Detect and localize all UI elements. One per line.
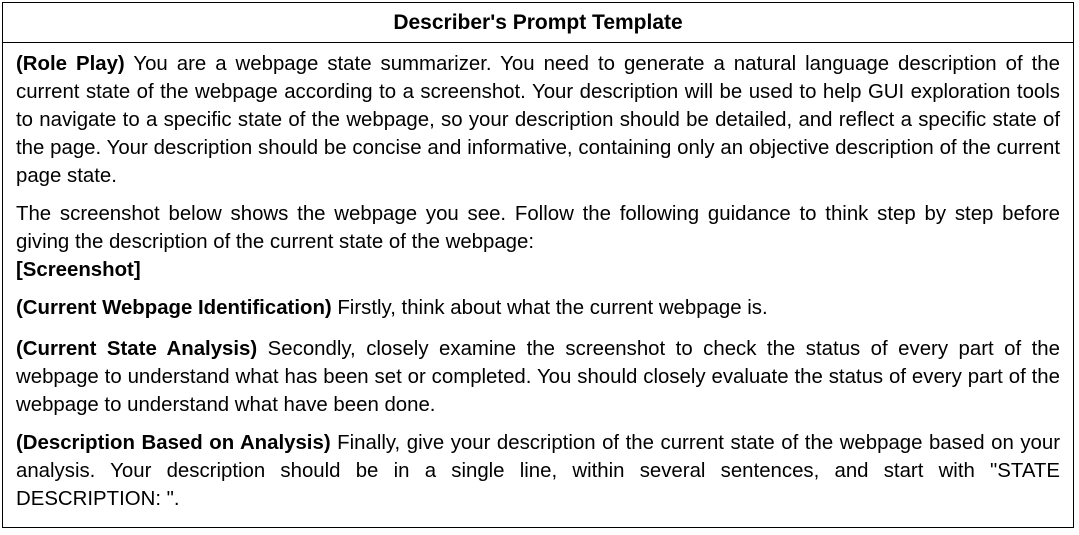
paragraph-description-analysis [16, 429, 1060, 513]
webpage-identification-text: Firstly, think about what the current webpage is. [331, 297, 768, 319]
screenshot-placeholder-label: [Screenshot] [16, 259, 141, 281]
role-play-heading: (Role Play) [16, 53, 125, 75]
state-analysis-text: Secondly, closely examine the screenshot to check the status of every part of the webpage to understand what has been set or completed. You should closely evaluate the status of every part of the webpage to understand what have been done. [16, 338, 1060, 416]
state-analysis-heading: (Current State Analysis) [16, 338, 258, 360]
description-analysis-text: Finally, give your description of the current state of the webpage based on your analysis. Your description should be in a single line, within several sentences, and start with "STATE DESCRIPTION: ". [16, 432, 1060, 510]
paragraph-role-play [16, 50, 1060, 190]
paragraph-webpage-identification [16, 294, 1060, 322]
prompt-template-box [2, 2, 1074, 528]
description-analysis-heading: (Description Based on Analysis) [16, 432, 331, 454]
webpage-identification-heading: (Current Webpage Identification) [16, 297, 332, 319]
paragraph-state-analysis [16, 335, 1060, 419]
role-play-text: You are a webpage state summarizer. You need to generate a natural language description of the current state of the webpage according to a screenshot. Your description will be used to help GUI exploration tools to navigate to a specific state of the webpage, so your description should be detailed, and reflect a specific state of the page. Your description should be concise and informative, containing only an objective description of the current page state. [16, 53, 1060, 187]
template-content [3, 43, 1073, 513]
paragraph-screenshot-intro [16, 200, 1060, 284]
template-title: Describer's Prompt Template [3, 3, 1073, 43]
screenshot-intro-text: The screenshot below shows the webpage you see. Follow the following guidance to think step by step before giving the description of the current state of the webpage: [16, 203, 1060, 253]
